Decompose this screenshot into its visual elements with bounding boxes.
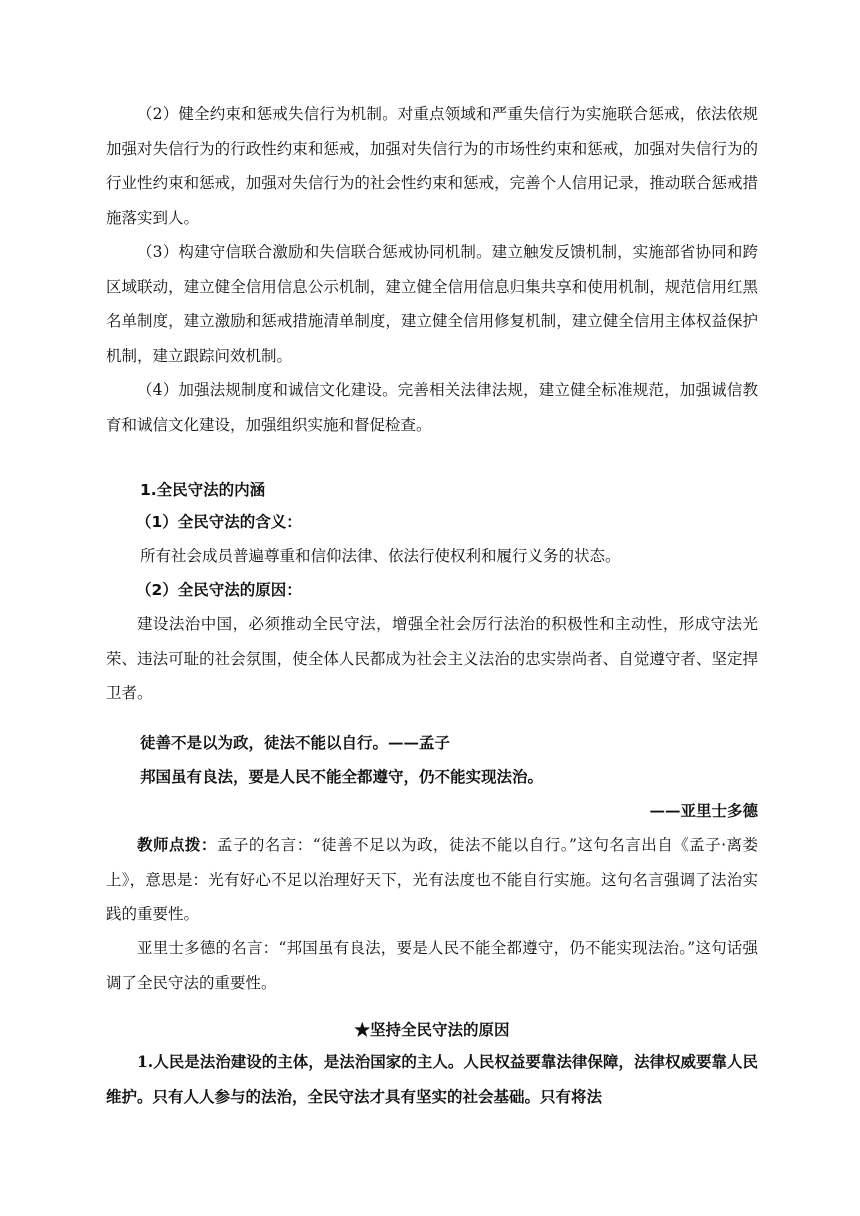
paragraph-4: （4）加强法规制度和诚信文化建设。完善相关法律法规，建立健全标准规范，加强诚信教育和诚信文化建设，加强组织实施和督促检查。 xyxy=(106,381,758,434)
teacher-note-label: 教师点拨： xyxy=(137,835,217,854)
quote-aristotle-author: ——亚里士多德 xyxy=(649,801,758,820)
meaning-text: 所有社会成员普遍尊重和信仰法律、依法行使权利和履行义务的状态。 xyxy=(140,547,621,565)
quote-aristotle: 邦国虽有良法，要是人民不能全都遵守，仍不能实现法治。 xyxy=(140,767,544,786)
section-heading: 1.全民守法的内涵 xyxy=(140,481,266,499)
reason-paragraph-1: 1.人民是法治建设的主体，是法治国家的主人。人民权益要靠法律保障，法律权威要靠人民维护。只有人人参与的法治，全民守法才具有坚实的社会基础。只有将法 xyxy=(106,1052,758,1106)
reason-text: 建设法治中国，必须推动全民守法，增强全社会厉行法治的积极性和主动性，形成守法光荣、违法可耻的社会氛围，使全体人民都成为社会主义法治的忠实崇尚者、自觉遵守者、坚定捍卫者。 xyxy=(106,615,758,702)
subheading-reason: （2）全民守法的原因： xyxy=(136,581,302,599)
teacher-note xyxy=(106,828,758,932)
teacher-note-text: 孟子的名言：“徒善不足以为政，徒法不能以自行。”这句名言出自《孟子·离娄上》，意思是：光有好心不足以治理好天下，光有法度也不能自行实施。这句名言强调了法治实践的重要性。 xyxy=(106,836,758,923)
quote-mencius: 徒善不是以为政，徒法不能以自行。——孟子 xyxy=(140,733,451,752)
paragraph-2: （2）健全约束和惩戒失信行为机制。对重点领域和严重失信行为实施联合惩戒，依法依规加强对失信行为的行政性约束和惩戒，加强对失信行为的市场性约束和惩戒，加强对失信行为的行业性约束和惩戒，加强对失信行为的社会性约束和惩戒，完善个人信用记录，推动联合惩戒措施落实到人。 xyxy=(106,105,758,227)
reason-section-title: ★坚持全民守法的原因 xyxy=(354,1020,510,1039)
paragraph-3: （3）构建守信联合激励和失信联合惩戒协同机制。建立触发反馈机制，实施部省协同和跨区域联动，建立健全信用信息公示机制，建立健全信用信息归集共享和使用机制，规范信用红黑名单制度，建立激励和惩戒措施清单制度，建立健全信用修复机制，建立健全信用主体权益保护机制，建立跟踪问效机制。 xyxy=(106,243,758,365)
subheading-meaning: （1）全民守法的含义： xyxy=(136,513,302,531)
aristotle-explanation: 亚里士多德的名言：“邦国虽有良法，要是人民不能全都遵守，仍不能实现法治。”这句话强调了全民守法的重要性。 xyxy=(106,939,758,992)
